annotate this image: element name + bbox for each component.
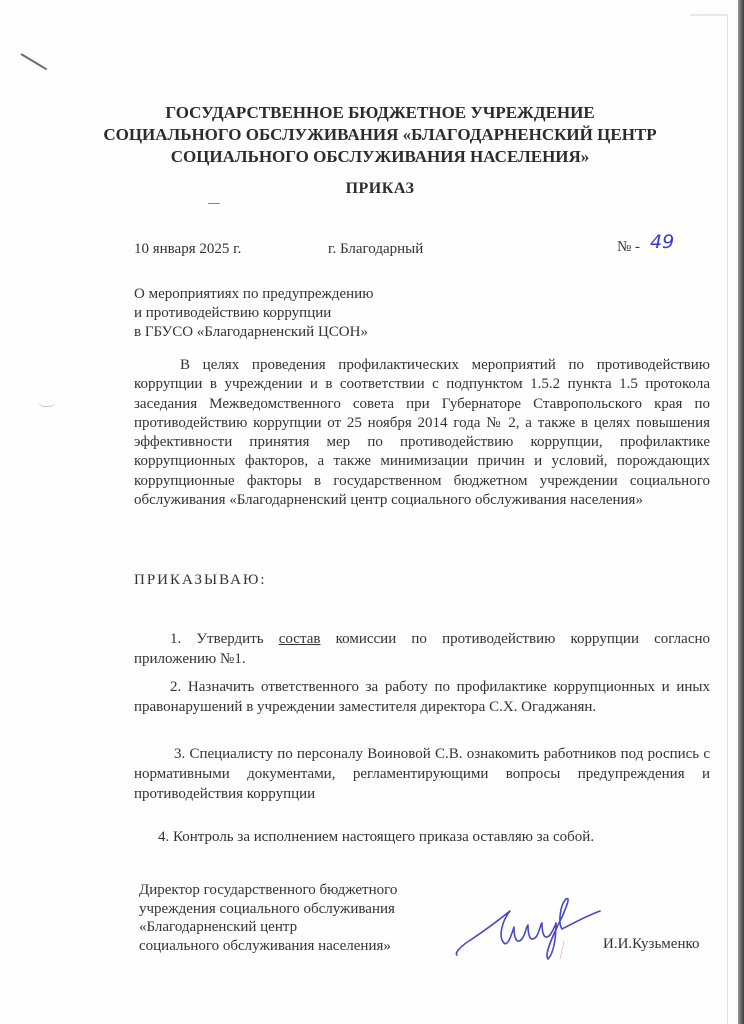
document-number-label: № - [617,239,641,255]
signatory-name: И.И.Кузьменко [603,936,700,952]
punch-hole-mark [38,400,56,407]
order-item-4: 4. Контроль за исполнением настоящего приказа оставляю за собой. [158,829,595,845]
page-top-edge [690,14,728,16]
signature-title-line: социального обслуживания населения» [139,937,391,954]
preamble-paragraph: В целях проведения профилактических мероприятий по противодействию коррупции в учреждении и в соответствии с подпунктом 1.5.2 пункта 1.5 протокола заседания Межведомственного совета при Губернаторе Ставропольского края по противодействию коррупции от 25 ноября 2014 года № 2, а также в целях повышения эффективности принятия мер по противодействию коррупции, профилактике коррупционных факторов, а также минимизации причин и условий, порождающих коррупционные факторы в государственном бюджетном учреждении социального обслуживания «Благодарненский центр социального обслуживания населения» [134,357,710,509]
order-item-2: 2. Назначить ответственного за работу по профилактике коррупционных и иных правонарушений в учреждении заместителя директора С.Х. Огаджанян. [134,679,710,715]
document-city: г. Благодарный [328,241,424,257]
order-item-3: 3. Специалисту по персоналу Воиновой С.В. ознакомить работников под роспись с нормативными документами, регламентирующими вопросы предупреждения и противодействия коррупции [134,746,710,802]
document-subject [134,285,373,342]
header-line: ГОСУДАРСТВЕННОЕ БЮДЖЕТНОЕ УЧРЕЖДЕНИЕ [165,103,595,122]
document-date: 10 января 2025 г. [134,241,242,257]
subject-line: и противодействию коррупции [134,305,332,321]
item-1-text-end: комиссии по противодействию коррупции согласно приложению №1. [134,631,711,667]
scan-border [738,0,744,1024]
signature-title-line: Директор государственного бюджетного [139,882,398,898]
organization-header [100,102,660,168]
subject-line: в ГБУСО «Благодарненский ЦСОН» [134,324,368,340]
subject-line: О мероприятиях по предупреждению [134,286,374,302]
item-1-text-start: 1. Утвердить [170,631,279,647]
signature-title-block [139,881,397,955]
scan-dash-mark [208,203,220,204]
header-line: СОЦИАЛЬНОГО ОБСЛУЖИВАНИЯ НАСЕЛЕНИЯ» [170,147,590,166]
page-edge-line [727,14,728,1024]
corner-staple-mark [20,53,47,70]
signature-title-line: учреждения социального обслуживания [139,900,395,917]
signature-title-line: «Благодарненский центр [139,919,298,935]
item-1-underlined-word: состав [278,631,321,647]
document-type-title: ПРИКАЗ [345,180,415,197]
order-item-1 [134,629,710,669]
header-line: СОЦИАЛЬНОГО ОБСЛУЖИВАНИЯ «БЛАГОДАРНЕНСКИЙ ЦЕНТР [103,125,657,144]
handwritten-signature [452,893,602,963]
document-number-handwritten: 49 [650,231,675,253]
order-heading: ПРИКАЗЫВАЮ: [134,572,267,588]
